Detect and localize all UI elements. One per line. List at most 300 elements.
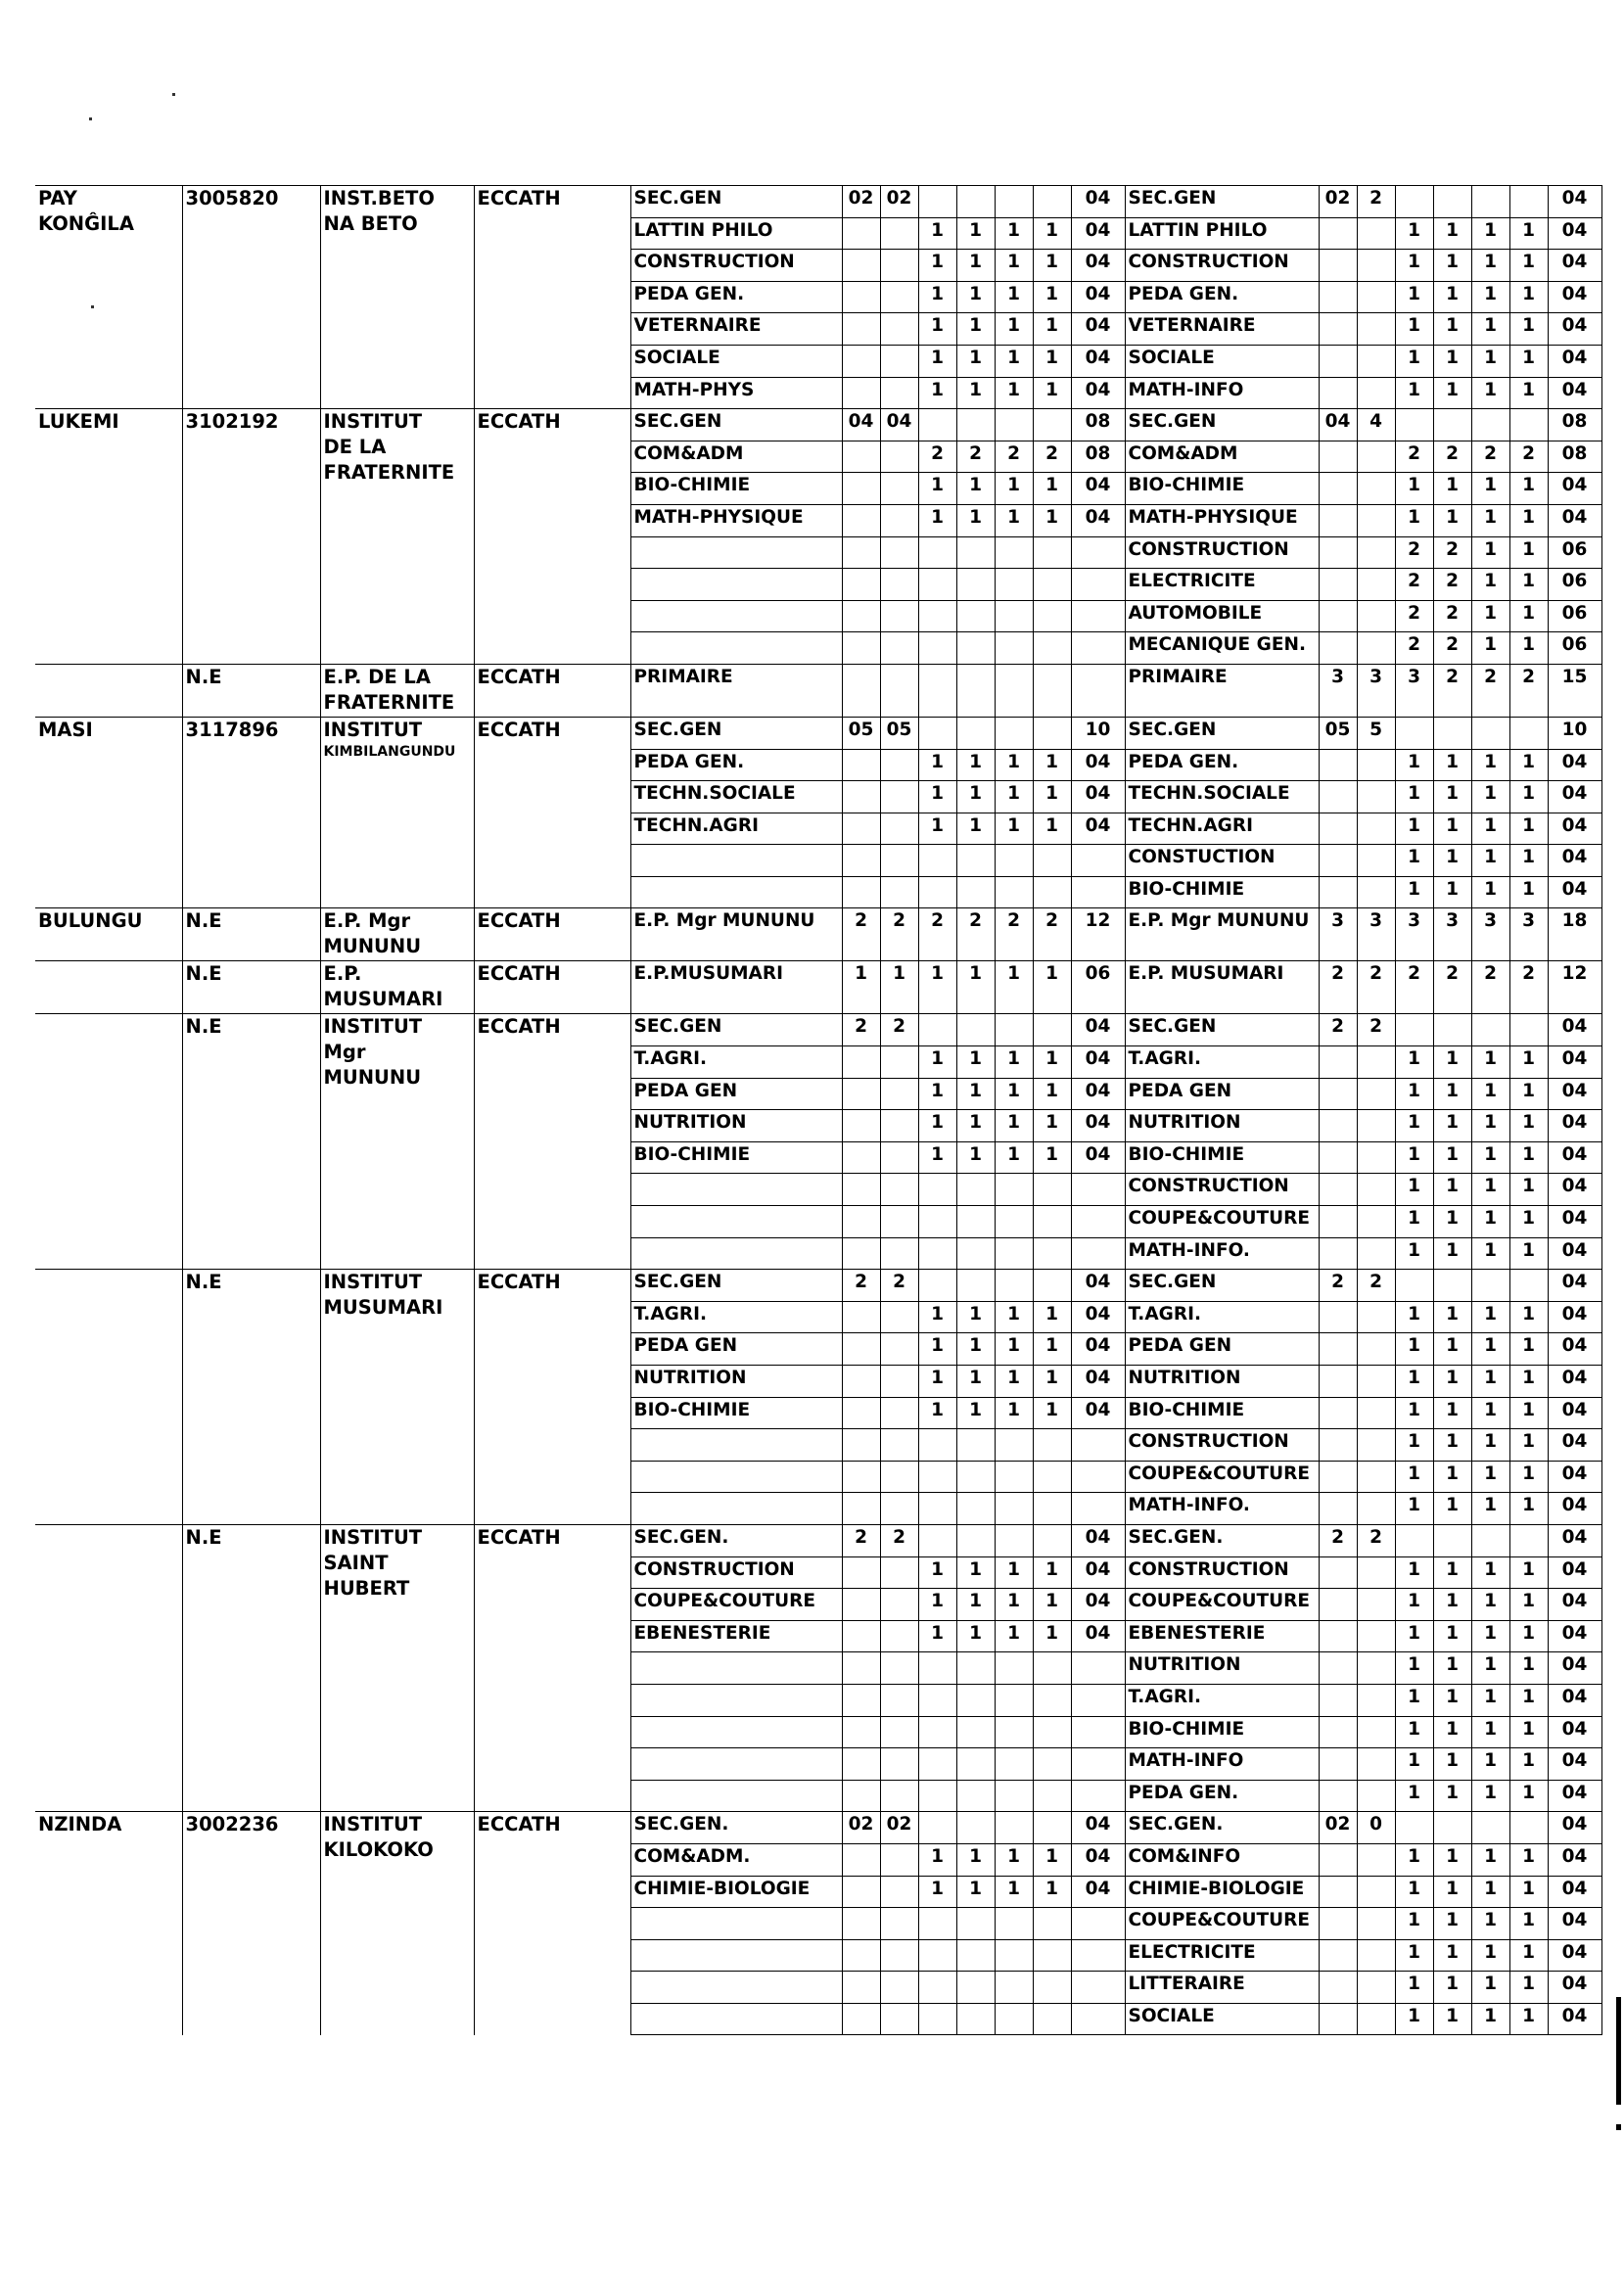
proposed-total: 08: [1548, 409, 1601, 441]
current-class-count: 2: [956, 908, 995, 961]
current-option-cell: PEDA GEN.: [630, 749, 842, 781]
proposed-total: 04: [1548, 1046, 1601, 1079]
proposed-option-cell: NUTRITION: [1125, 1110, 1319, 1142]
proposed-class-count: [1319, 1141, 1357, 1174]
proposed-total: 04: [1548, 1493, 1601, 1525]
current-class-count: [842, 600, 880, 632]
school-cell-text: E.P. DE LA FRATERNITE: [323, 665, 455, 714]
current-class-count: [842, 1333, 880, 1366]
proposed-class-count: 1: [1471, 217, 1509, 250]
proposed-class-count: 3: [1319, 664, 1357, 717]
current-total: 04: [1071, 1812, 1125, 1844]
current-class-count: 1: [956, 313, 995, 346]
current-class-count: 1: [995, 749, 1033, 781]
current-class-count: [880, 1652, 918, 1685]
current-option-cell: [630, 569, 842, 601]
proposed-class-count: 1: [1395, 1780, 1433, 1812]
proposed-class-count: [1319, 1429, 1357, 1462]
current-class-count: [956, 664, 995, 717]
proposed-class-count: 1: [1471, 2003, 1509, 2035]
proposed-option-cell: NUTRITION: [1125, 1652, 1319, 1685]
proposed-class-count: 1: [1509, 217, 1548, 250]
current-total: 04: [1071, 1556, 1125, 1589]
proposed-class-count: 1: [1509, 1366, 1548, 1398]
proposed-total: 06: [1548, 600, 1601, 632]
proposed-class-count: 2: [1395, 961, 1433, 1014]
current-option-cell: TECHN.AGRI: [630, 813, 842, 845]
current-class-count: [956, 632, 995, 665]
current-class-count: [842, 1972, 880, 2004]
current-class-count: 1: [956, 1110, 995, 1142]
school-cell: [320, 1524, 474, 1811]
code-cell-text: N.E: [185, 909, 222, 933]
proposed-class-count: 1: [1433, 1397, 1471, 1429]
proposed-total: 04: [1548, 473, 1601, 505]
current-class-count: 1: [995, 313, 1033, 346]
current-class-count: [842, 1652, 880, 1685]
proposed-total: 06: [1548, 632, 1601, 665]
current-class-count: 2: [842, 908, 880, 961]
current-class-count: [956, 1429, 995, 1462]
proposed-class-count: 1: [1509, 473, 1548, 505]
proposed-class-count: [1319, 632, 1357, 665]
current-class-count: [842, 1780, 880, 1812]
current-class-count: 2: [880, 908, 918, 961]
current-class-count: 1: [1033, 345, 1071, 377]
proposed-total: 04: [1548, 504, 1601, 536]
current-class-count: [880, 1620, 918, 1652]
proposed-option-cell: VETERNAIRE: [1125, 313, 1319, 346]
proposed-class-count: [1357, 749, 1395, 781]
proposed-class-count: 1: [1471, 377, 1509, 409]
current-option-cell: SEC.GEN: [630, 1270, 842, 1302]
proposed-class-count: [1471, 1812, 1509, 1844]
current-class-count: [918, 1524, 956, 1556]
current-class-count: 1: [956, 1366, 995, 1398]
current-class-count: [842, 1876, 880, 1908]
proposed-class-count: 1: [1433, 1780, 1471, 1812]
proposed-class-count: 2: [1433, 961, 1471, 1014]
current-total: 04: [1071, 1110, 1125, 1142]
proposed-class-count: 04: [1319, 409, 1357, 441]
proposed-class-count: 1: [1433, 781, 1471, 813]
current-class-count: [918, 2003, 956, 2035]
current-total: 04: [1071, 1014, 1125, 1046]
proposed-class-count: 1: [1471, 1461, 1509, 1493]
current-class-count: 1: [995, 1876, 1033, 1908]
school-cell: [320, 961, 474, 1014]
current-class-count: [995, 1812, 1033, 1844]
current-option-cell: [630, 1493, 842, 1525]
proposed-class-count: 1: [1395, 250, 1433, 282]
current-option-cell: SOCIALE: [630, 345, 842, 377]
proposed-total: 04: [1548, 749, 1601, 781]
current-class-count: [1033, 1748, 1071, 1781]
proposed-class-count: [1357, 876, 1395, 908]
proposed-class-count: [1319, 569, 1357, 601]
proposed-option-cell: PEDA GEN.: [1125, 1780, 1319, 1812]
proposed-class-count: [1357, 1939, 1395, 1972]
current-class-count: 1: [918, 1078, 956, 1110]
proposed-class-count: [1319, 504, 1357, 536]
current-class-count: [842, 536, 880, 569]
proposed-class-count: [1395, 1270, 1433, 1302]
current-class-count: [918, 717, 956, 749]
proposed-total: 04: [1548, 1461, 1601, 1493]
current-total: 10: [1071, 717, 1125, 749]
network-cell-text: ECCATH: [477, 410, 561, 434]
proposed-class-count: 1: [1433, 1716, 1471, 1748]
proposed-class-count: [1319, 1366, 1357, 1398]
proposed-class-count: 1: [1509, 504, 1548, 536]
proposed-option-cell: E.P. Mgr MUNUNU: [1125, 908, 1319, 961]
site-cell-text: NZINDA: [38, 1813, 122, 1836]
proposed-class-count: [1357, 1780, 1395, 1812]
current-class-count: [918, 1429, 956, 1462]
proposed-total: 04: [1548, 1206, 1601, 1238]
current-class-count: [956, 1461, 995, 1493]
proposed-class-count: [1319, 1301, 1357, 1333]
network-cell-text: ECCATH: [477, 718, 561, 741]
current-class-count: [956, 1270, 995, 1302]
current-class-count: [880, 1780, 918, 1812]
proposed-class-count: [1319, 1046, 1357, 1079]
proposed-total: 04: [1548, 1748, 1601, 1781]
scan-mark: [89, 117, 92, 120]
proposed-option-cell: SEC.GEN: [1125, 1270, 1319, 1302]
proposed-class-count: [1471, 717, 1509, 749]
proposed-class-count: [1357, 1716, 1395, 1748]
current-class-count: [1033, 2003, 1071, 2035]
current-total: [1071, 1429, 1125, 1462]
proposed-class-count: [1319, 217, 1357, 250]
current-total: 04: [1071, 1397, 1125, 1429]
current-class-count: [918, 1014, 956, 1046]
current-total: 04: [1071, 473, 1125, 505]
current-class-count: 02: [880, 186, 918, 218]
proposed-class-count: [1319, 1972, 1357, 2004]
current-class-count: 1: [995, 1366, 1033, 1398]
proposed-class-count: 1: [1471, 1397, 1509, 1429]
current-class-count: [842, 1556, 880, 1589]
current-class-count: [1033, 600, 1071, 632]
current-total: [1071, 569, 1125, 601]
school-cell-text: INSTITUT KILOKOKO: [323, 1813, 434, 1862]
proposed-class-count: 1: [1471, 1652, 1509, 1685]
proposed-class-count: 1: [1395, 504, 1433, 536]
current-option-cell: T.AGRI.: [630, 1046, 842, 1079]
current-option-cell: E.P. Mgr MUNUNU: [630, 908, 842, 961]
code-cell-text: N.E: [185, 1525, 222, 1549]
current-option-cell: [630, 1237, 842, 1270]
current-option-cell: [630, 1748, 842, 1781]
current-option-cell: [630, 1908, 842, 1940]
current-class-count: [918, 1972, 956, 2004]
proposed-class-count: 1: [1471, 1939, 1509, 1972]
current-option-cell: SEC.GEN.: [630, 1524, 842, 1556]
current-class-count: [956, 1908, 995, 1940]
current-class-count: [842, 632, 880, 665]
proposed-class-count: [1319, 1206, 1357, 1238]
current-class-count: 1: [956, 1556, 995, 1589]
proposed-class-count: [1509, 1524, 1548, 1556]
proposed-total: 18: [1548, 908, 1601, 961]
current-class-count: [918, 1684, 956, 1716]
proposed-class-count: 0: [1357, 1812, 1395, 1844]
proposed-class-count: 1: [1395, 1429, 1433, 1462]
proposed-class-count: [1319, 1780, 1357, 1812]
network-cell: [474, 1524, 630, 1811]
current-class-count: [880, 1748, 918, 1781]
proposed-class-count: 1: [1509, 281, 1548, 313]
current-class-count: 1: [1033, 313, 1071, 346]
current-class-count: 1: [995, 1110, 1033, 1142]
proposed-class-count: 1: [1433, 1620, 1471, 1652]
table-row: [35, 1524, 1601, 1556]
current-class-count: 1: [995, 504, 1033, 536]
current-class-count: [918, 536, 956, 569]
proposed-class-count: 5: [1357, 717, 1395, 749]
current-class-count: [918, 1908, 956, 1940]
proposed-class-count: 1: [1471, 504, 1509, 536]
current-class-count: [880, 813, 918, 845]
proposed-class-count: [1357, 1333, 1395, 1366]
network-cell-text: ECCATH: [477, 962, 561, 986]
proposed-total: 04: [1548, 1972, 1601, 2004]
proposed-option-cell: TECHN.AGRI: [1125, 813, 1319, 845]
proposed-class-count: [1509, 1014, 1548, 1046]
current-class-count: [918, 1206, 956, 1238]
proposed-class-count: 1: [1471, 1843, 1509, 1876]
current-total: 04: [1071, 1078, 1125, 1110]
current-class-count: [880, 1301, 918, 1333]
proposed-total: 04: [1548, 313, 1601, 346]
current-class-count: 1: [956, 1301, 995, 1333]
proposed-class-count: 1: [1395, 1908, 1433, 1940]
current-total: [1071, 1493, 1125, 1525]
proposed-class-count: 2: [1395, 569, 1433, 601]
proposed-option-cell: PEDA GEN: [1125, 1078, 1319, 1110]
current-option-cell: [630, 1429, 842, 1462]
current-option-cell: CONSTRUCTION: [630, 1556, 842, 1589]
current-option-cell: [630, 1206, 842, 1238]
current-class-count: [956, 1652, 995, 1685]
current-option-cell: [630, 1461, 842, 1493]
proposed-class-count: 1: [1509, 1301, 1548, 1333]
proposed-class-count: [1357, 1397, 1395, 1429]
current-option-cell: [630, 1939, 842, 1972]
current-class-count: 04: [842, 409, 880, 441]
current-option-cell: SEC.GEN: [630, 717, 842, 749]
proposed-class-count: 1: [1395, 781, 1433, 813]
proposed-total: 04: [1548, 1843, 1601, 1876]
current-class-count: 2: [880, 1270, 918, 1302]
current-class-count: 1: [1033, 961, 1071, 1014]
proposed-class-count: 3: [1319, 908, 1357, 961]
current-class-count: [995, 2003, 1033, 2035]
proposed-class-count: 1: [1509, 845, 1548, 877]
proposed-class-count: 1: [1509, 632, 1548, 665]
proposed-option-cell: CONSTRUCTION: [1125, 536, 1319, 569]
proposed-class-count: 1: [1433, 1589, 1471, 1621]
proposed-total: 04: [1548, 1237, 1601, 1270]
proposed-class-count: [1319, 1908, 1357, 1940]
school-subtitle: KIMBILANGUNDU: [323, 743, 456, 760]
current-class-count: [1033, 1270, 1071, 1302]
current-option-cell: [630, 1652, 842, 1685]
current-option-cell: [630, 1174, 842, 1206]
current-class-count: [995, 717, 1033, 749]
current-total: 12: [1071, 908, 1125, 961]
current-class-count: 2: [995, 908, 1033, 961]
current-option-cell: [630, 876, 842, 908]
proposed-class-count: [1433, 1524, 1471, 1556]
current-class-count: [842, 1078, 880, 1110]
current-class-count: [842, 377, 880, 409]
proposed-class-count: 1: [1471, 1206, 1509, 1238]
current-class-count: [880, 1684, 918, 1716]
current-total: 04: [1071, 1366, 1125, 1398]
current-class-count: 1: [1033, 1046, 1071, 1079]
current-class-count: [918, 1939, 956, 1972]
proposed-class-count: 1: [1509, 1780, 1548, 1812]
current-option-cell: [630, 845, 842, 877]
proposed-class-count: [1471, 186, 1509, 218]
current-class-count: [842, 504, 880, 536]
proposed-class-count: 2: [1433, 664, 1471, 717]
proposed-class-count: 1: [1433, 281, 1471, 313]
current-class-count: 1: [956, 345, 995, 377]
proposed-class-count: 1: [1395, 1333, 1433, 1366]
current-class-count: [842, 1748, 880, 1781]
current-class-count: [1033, 1780, 1071, 1812]
proposed-class-count: [1319, 473, 1357, 505]
current-class-count: 2: [842, 1014, 880, 1046]
proposed-class-count: 1: [1433, 377, 1471, 409]
current-option-cell: [630, 2003, 842, 2035]
current-class-count: [956, 1812, 995, 1844]
current-class-count: [880, 1046, 918, 1079]
proposed-total: 04: [1548, 281, 1601, 313]
proposed-option-cell: SOCIALE: [1125, 2003, 1319, 2035]
school-cell: [320, 186, 474, 409]
current-class-count: 1: [956, 281, 995, 313]
table-row: [35, 908, 1601, 961]
current-class-count: [1033, 1524, 1071, 1556]
current-total: 04: [1071, 1270, 1125, 1302]
proposed-class-count: [1319, 1493, 1357, 1525]
current-class-count: [918, 632, 956, 665]
current-class-count: [956, 1684, 995, 1716]
proposed-class-count: 1: [1509, 1493, 1548, 1525]
proposed-class-count: 1: [1433, 1110, 1471, 1142]
current-class-count: [880, 1939, 918, 1972]
code-cell-text: 3117896: [185, 718, 279, 741]
proposed-class-count: 1: [1433, 1366, 1471, 1398]
proposed-class-count: 2: [1395, 632, 1433, 665]
schools-table: [35, 185, 1602, 2035]
current-option-cell: BIO-CHIMIE: [630, 1141, 842, 1174]
current-class-count: [880, 313, 918, 346]
current-class-count: [842, 1908, 880, 1940]
current-class-count: 1: [995, 1333, 1033, 1366]
current-class-count: [842, 749, 880, 781]
current-class-count: [995, 1174, 1033, 1206]
proposed-class-count: 1: [1433, 1908, 1471, 1940]
current-class-count: [918, 600, 956, 632]
current-class-count: 1: [918, 1876, 956, 1908]
current-class-count: [1033, 536, 1071, 569]
proposed-total: 04: [1548, 876, 1601, 908]
current-class-count: [956, 1174, 995, 1206]
current-class-count: 1: [918, 1046, 956, 1079]
proposed-class-count: 1: [1509, 1333, 1548, 1366]
current-class-count: [880, 1397, 918, 1429]
proposed-option-cell: EBENESTERIE: [1125, 1620, 1319, 1652]
proposed-class-count: 1: [1395, 1556, 1433, 1589]
proposed-class-count: [1319, 781, 1357, 813]
current-class-count: 1: [995, 1589, 1033, 1621]
current-class-count: [842, 1843, 880, 1876]
current-total: 04: [1071, 1524, 1125, 1556]
current-class-count: [842, 1110, 880, 1142]
current-class-count: 1: [918, 1366, 956, 1398]
proposed-class-count: 1: [1395, 1046, 1433, 1079]
current-class-count: [880, 377, 918, 409]
current-class-count: [880, 1716, 918, 1748]
current-class-count: [995, 1461, 1033, 1493]
current-class-count: [918, 186, 956, 218]
proposed-total: 12: [1548, 961, 1601, 1014]
current-class-count: 1: [995, 961, 1033, 1014]
current-option-cell: NUTRITION: [630, 1110, 842, 1142]
current-class-count: 1: [918, 1110, 956, 1142]
current-class-count: [995, 1493, 1033, 1525]
proposed-class-count: 1: [1471, 473, 1509, 505]
current-class-count: [1033, 1429, 1071, 1462]
current-class-count: 1: [956, 1620, 995, 1652]
proposed-class-count: 1: [1509, 536, 1548, 569]
current-total: 04: [1071, 1333, 1125, 1366]
current-class-count: [880, 1206, 918, 1238]
current-class-count: [995, 1237, 1033, 1270]
proposed-class-count: [1319, 1748, 1357, 1781]
proposed-class-count: [1357, 781, 1395, 813]
current-class-count: [842, 1716, 880, 1748]
network-cell-text: ECCATH: [477, 187, 561, 209]
current-class-count: 1: [995, 1141, 1033, 1174]
current-class-count: [995, 1684, 1033, 1716]
proposed-class-count: 1: [1509, 1397, 1548, 1429]
code-cell: [182, 961, 320, 1014]
current-class-count: [995, 409, 1033, 441]
proposed-class-count: 1: [1433, 345, 1471, 377]
current-class-count: 1: [1033, 749, 1071, 781]
proposed-class-count: 1: [1395, 1620, 1433, 1652]
proposed-class-count: 2: [1433, 536, 1471, 569]
proposed-class-count: 1: [1471, 876, 1509, 908]
table-row: [35, 409, 1601, 441]
current-class-count: [880, 600, 918, 632]
current-class-count: [918, 1174, 956, 1206]
current-total: [1071, 876, 1125, 908]
network-cell: [474, 717, 630, 908]
proposed-class-count: 1: [1471, 281, 1509, 313]
current-class-count: [842, 813, 880, 845]
current-option-cell: E.P.MUSUMARI: [630, 961, 842, 1014]
proposed-option-cell: LITTERAIRE: [1125, 1972, 1319, 2004]
proposed-class-count: 02: [1319, 1812, 1357, 1844]
